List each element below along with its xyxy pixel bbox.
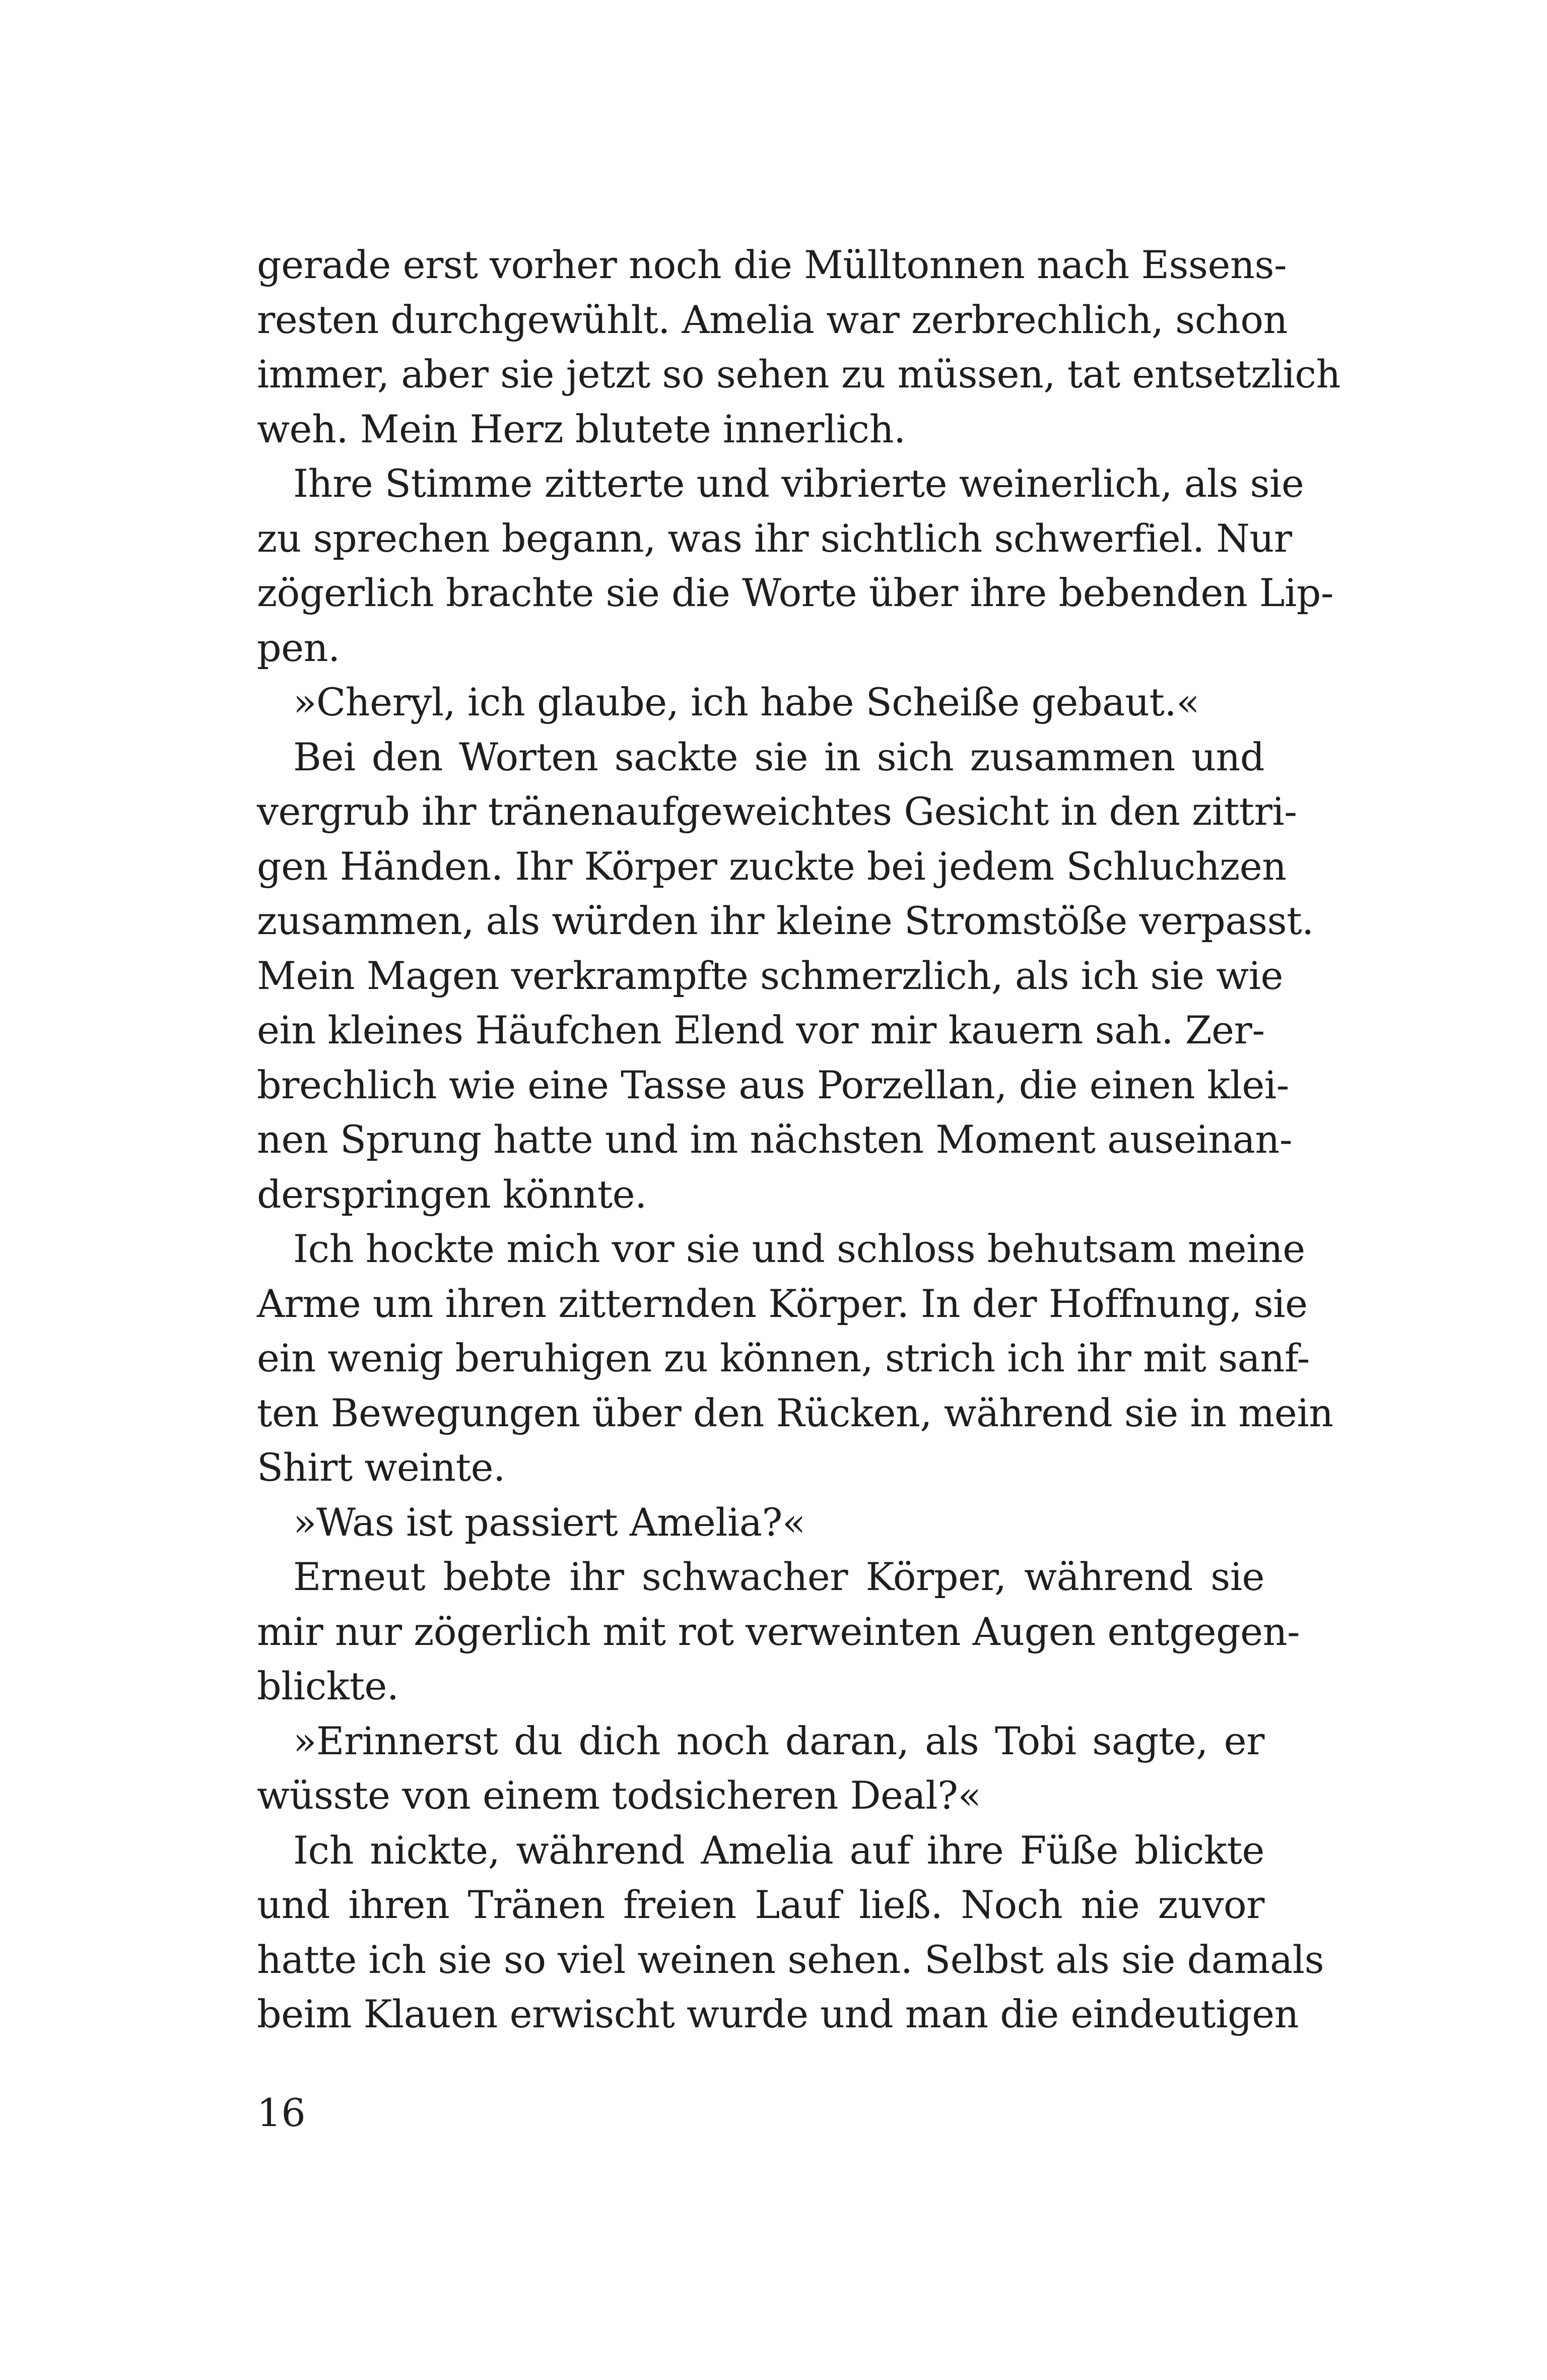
page-number: 16 [257,2090,306,2135]
text-line: »Cheryl, ich glaube, ich habe Scheiße gebaut.« [293,680,1200,724]
text-line: brechlich wie eine Tasse aus Porzellan, die einen klei- [257,1062,1289,1107]
text-line: zögerlich brachte sie die Worte über ihre bebenden Lip- [257,570,1334,615]
text-line: Mein Magen verkrampfte schmerzlich, als ich sie wie [257,953,1283,998]
text-line: wüsste von einem todsicheren Deal?« [257,1773,981,1818]
text-line: pen. [257,625,340,670]
text-line: ein kleines Häufchen Elend vor mir kauern sah. Zer- [257,1008,1265,1052]
text-line: derspringen könnte. [257,1171,647,1217]
text-line: »Was ist passiert Amelia?« [293,1499,805,1545]
text-line: Arme um ihren zitternden Körper. In der Hoffnung, sie [257,1281,1308,1326]
text-line: immer, aber sie jetzt so sehen zu müssen, tat entsetzlich [257,352,1340,396]
text-line: hatte ich sie so viel weinen sehen. Selbst als sie damals [257,1937,1324,1982]
body-text [257,238,1340,2042]
text-line: Ihre Stimme zitterte und vibrierte weinerlich, als sie [293,461,1304,506]
text-line: vergrub ihr tränenaufgeweichtes Gesicht in den zittri- [257,789,1297,834]
text-line: weh. Mein Herz blutete innerlich. [257,406,906,451]
text-line: gen Händen. Ihr Körper zuckte bei jedem Schluchzen [257,843,1287,889]
text-line: resten durchgewühlt. Amelia war zerbrechlich, schon [257,297,1288,342]
text-line: und ihren Tränen freien Lauf ließ. Noch nie zuvor [257,1882,1264,1927]
text-line: Shirt weinte. [257,1445,505,1490]
text-line: zusammen, als würden ihr kleine Stromstöße verpasst. [257,898,1314,943]
text-line: Erneut bebte ihr schwacher Körper, während sie [293,1554,1264,1599]
text-line: nen Sprung hatte und im nächsten Moment auseinan- [257,1117,1293,1162]
text-line: beim Klauen erwischt wurde und man die eindeutigen [257,1992,1299,2036]
text-line: Bei den Worten sackte sie in sich zusammen und [293,734,1264,779]
text-line: ein wenig beruhigen zu können, strich ich ihr mit sanf- [257,1336,1310,1380]
text-line: ten Bewegungen über den Rücken, während sie in mein [257,1390,1333,1435]
text-line: blickte. [257,1664,399,1708]
text-line: Ich nickte, während Amelia auf ihre Füße blickte [293,1827,1264,1873]
text-line: Ich hockte mich vor sie und schloss behutsam meine [293,1226,1305,1271]
text-line: gerade erst vorher noch die Mülltonnen nach Essens- [257,242,1287,287]
text-line: »Erinnerst du dich noch daran, als Tobi sagte, er [293,1718,1264,1763]
text-line: mir nur zögerlich mit rot verweinten Augen entgegen- [257,1609,1300,1654]
text-line: zu sprechen begann, was ihr sichtlich schwerfiel. Nur [257,515,1292,561]
